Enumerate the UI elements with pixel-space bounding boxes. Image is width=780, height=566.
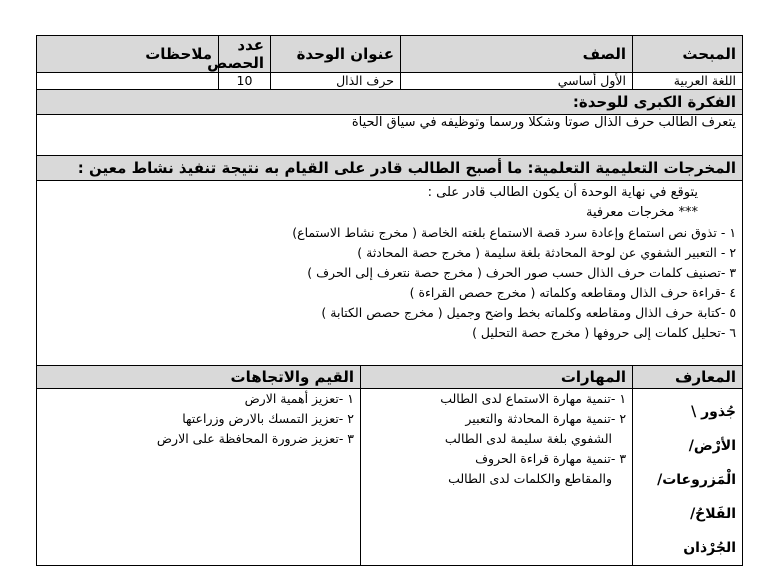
outcomes-intro: يتوقع في نهاية الوحدة أن يكون الطالب قادر على : <box>427 185 699 200</box>
knowledge-item: جُذور \ الأرْض/ <box>688 404 737 454</box>
info-row <box>37 73 743 90</box>
bottom-content-row <box>37 389 743 566</box>
big-idea-title: الفكرة الكبرى للوحدة: <box>37 90 743 115</box>
notes-value <box>37 73 219 90</box>
values-list <box>43 389 354 449</box>
subject-header: المبحث <box>633 36 743 73</box>
skill-item: ٣ -تنمية مهارة قراءة الحروف <box>475 451 627 466</box>
unit-plan-table <box>36 35 743 566</box>
periods-value: 10 <box>219 73 271 90</box>
knowledge-item: الفَلاحُ/الجُرْذان <box>683 506 737 556</box>
skills-header: المهارات <box>361 366 633 389</box>
knowledge-item: الْمَزروعات/ <box>657 472 737 488</box>
skill-item: ١ -تنمية مهارة الاستماع لدى الطالب <box>440 391 627 406</box>
outcomes-title: المخرجات التعليمية التعلمية: ما أصبح الطالب قادر على القيام به نتيجة تنفيذ نشاط معين : <box>37 156 743 181</box>
skill-item: الشفوي بلغة سليمة لدى الطالب <box>444 431 613 446</box>
outcome-item: ٢ - التعبير الشفوي عن لوحة المحادثة بلغة سليمة ( مخرج حصة المحادثة ) <box>357 245 737 260</box>
notes-header: ملاحظات <box>37 36 219 73</box>
subject-value: اللغة العربية <box>633 73 743 90</box>
grade-header: الصف <box>401 36 633 73</box>
outcome-item: ٦ -تحليل كلمات إلى حروفها ( مخرج حصة التحليل ) <box>472 325 737 340</box>
outcome-item: ١ - تذوق نص استماع وإعادة سرد قصة الاستماع بلغته الخاصة ( مخرج نشاط الاستماع) <box>292 225 737 240</box>
values-header: القيم والاتجاهات <box>37 366 361 389</box>
outcomes-body <box>37 181 743 366</box>
unit-title-value: حرف الذال <box>271 73 401 90</box>
knowledge-header: المعارف <box>633 366 743 389</box>
unit-title-header: عنوان الوحدة <box>271 36 401 73</box>
knowledge-cell <box>633 389 743 566</box>
outcome-item: ٥ -كتابة حرف الذال ومقاطعه وكلماته بخط واضح وجميل ( مخرج حصص الكتابة ) <box>321 305 737 320</box>
outcomes-sub: *** مخرجات معرفية <box>585 205 699 220</box>
value-item: ٢ -تعزيز التمسك بالارض وزراعتها <box>182 411 355 426</box>
skill-item: ٢ -تنمية مهارة المحادثة والتعبير <box>465 411 627 426</box>
header-row <box>37 36 743 73</box>
bottom-header-row <box>37 366 743 389</box>
outcomes-list <box>43 223 736 343</box>
outcome-item: ٣ -تصنيف كلمات حرف الذال حسب صور الحرف ( مخرج حصة نتعرف إلى الحرف ) <box>307 265 737 280</box>
skills-cell <box>361 389 633 566</box>
value-item: ٣ -تعزيز ضرورة المحافظة على الارض <box>156 431 355 446</box>
outcome-item: ٤ -قراءة حرف الذال ومقاطعه وكلماته ( مخرج حصص القراءة ) <box>409 285 737 300</box>
value-item: ١ -تعزيز أهمية الارض <box>244 391 355 406</box>
grade-value: الأول أساسي <box>401 73 633 90</box>
values-cell <box>37 389 361 566</box>
big-idea-text: يتعرف الطالب حرف الذال صوتا وشكلا ورسما وتوظيفه في سياق الحياة <box>37 115 743 156</box>
skills-list <box>367 389 626 489</box>
skill-item: والمقاطع والكلمات لدى الطالب <box>448 471 613 486</box>
periods-header: عدد الحصص <box>219 36 271 73</box>
